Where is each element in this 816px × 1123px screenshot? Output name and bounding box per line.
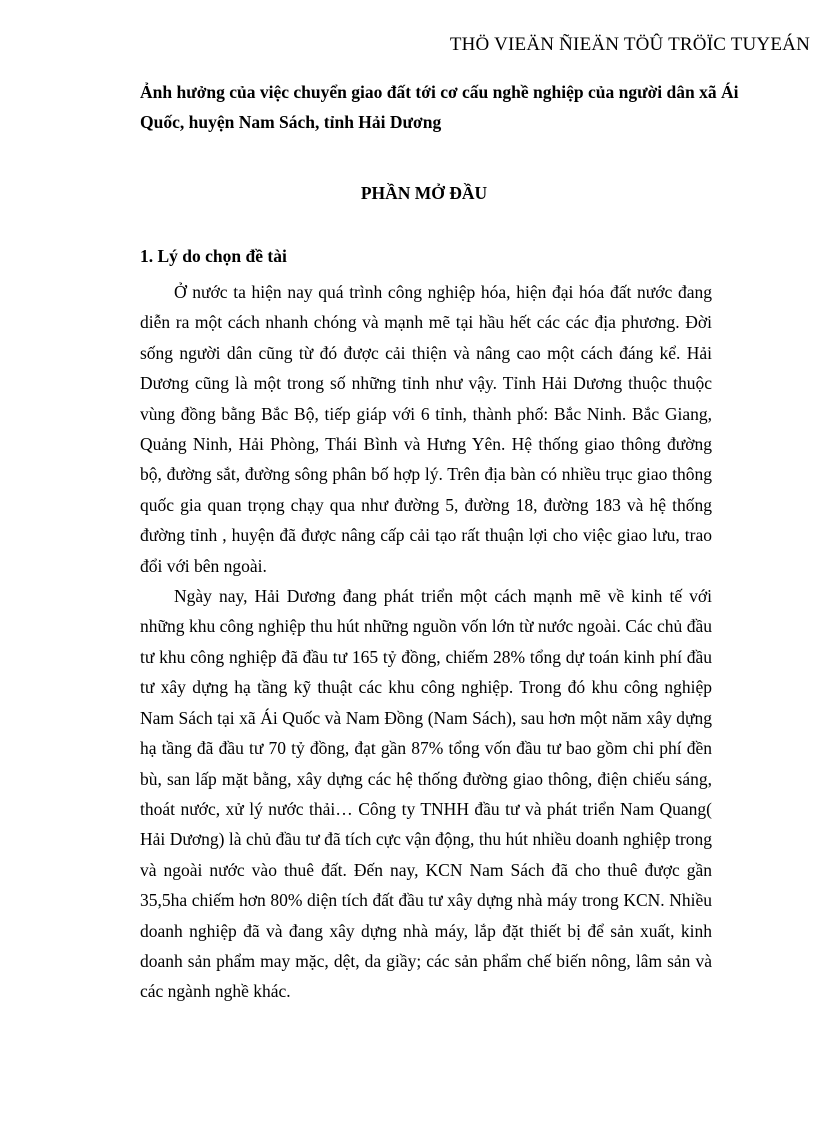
section-heading: PHẦN MỞ ĐẦU: [360, 183, 488, 203]
paragraph: Ngày nay, Hải Dương đang phát triển một cách mạnh mẽ về kinh tế với những khu công nghiệp thu hút những nguồn vốn lớn từ nước ngoài. Các chủ đầu tư khu công nghiệp đã đầu tư 165 tỷ đồng, chiếm 28% tổng dự toán kinh phí đầu tư xây dựng hạ tầng kỹ thuật các khu công nghiệp. Trong đó khu công nghiệp Nam Sách tại xã Ái Quốc và Nam Đồng (Nam Sách), sau hơn một năm xây dựng hạ tầng đã đầu tư 70 tỷ đồng, đạt gần 87% tổng vốn đầu tư bao gồm chi phí đền bù, san lấp mặt bằng, xây dựng các hệ thống đường giao thông, điện chiếu sáng, thoát nước, xử lý nước thải… Công ty TNHH đầu tư và phát triển Nam Quang( Hải Dương) là chủ đầu tư đã tích cực vận động, thu hút nhiều doanh nghiệp trong và ngoài nước vào thuê đất. Đến nay, KCN Nam Sách đã cho thuê được gần 35,5ha chiếm hơn 80% diện tích đất đầu tư xây dựng nhà máy trong KCN. Nhiều doanh nghiệp đã và đang xây dựng nhà máy, lắp đặt thiết bị để sản xuất, kinh doanh sản phẩm may mặc, dệt, da giầy; các sản phẩm chế biến nông, lâm sản và các ngành nghề khác.: [140, 586, 712, 1002]
body-text: [140, 277, 712, 1007]
document-title: Ảnh hưởng của việc chuyển giao đất tới cơ cấu nghề nghiệp của người dân xã Ái Quốc, huyện Nam Sách, tỉnh Hải Dương: [140, 82, 739, 132]
page-header: THÖ VIEÄN ÑIEÄN TÖÛ TRÖÏC TUYEÁN: [449, 34, 810, 55]
subsection-heading: 1. Lý do chọn đề tài: [140, 246, 287, 266]
paragraph: Ở nước ta hiện nay quá trình công nghiệp hóa, hiện đại hóa đất nước đang diễn ra một cách nhanh chóng và mạnh mẽ tại hầu hết các các địa phương. Đời sống người dân cũng từ đó được cải thiện và nâng cao một cách đáng kể. Hải Dương cũng là một trong số những tỉnh như vậy. Tỉnh Hải Dương thuộc thuộc vùng đồng bằng Bắc Bộ, tiếp giáp với 6 tỉnh, thành phố: Bắc Ninh. Bắc Giang, Quảng Ninh, Hải Phòng, Thái Bình và Hưng Yên. Hệ thống giao thông đường bộ, đường sắt, đường sông phân bố hợp lý. Trên địa bàn có nhiều trục giao thông quốc gia quan trọng chạy qua như đường 5, đường 18, đường 183 và hệ thống đường tỉnh , huyện đã được nâng cấp cải tạo rất thuận lợi cho việc giao lưu, trao đổi với bên ngoài.: [140, 282, 712, 576]
